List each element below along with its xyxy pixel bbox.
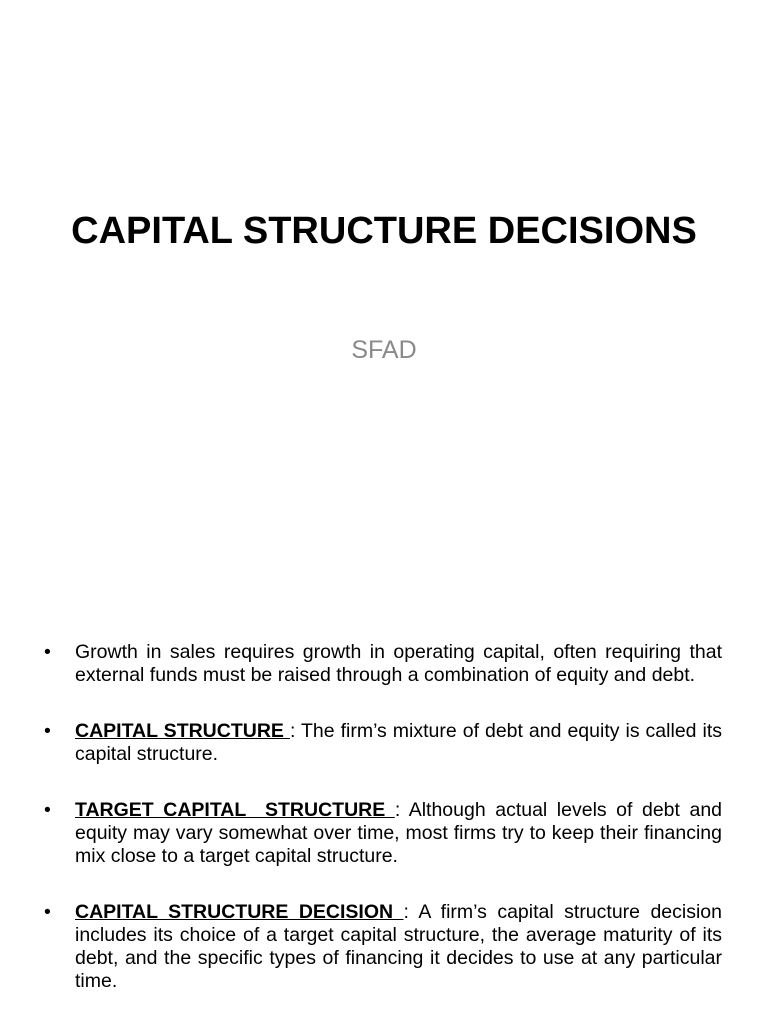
bullet-text: Growth in sales requires growth in operating capital, often requiring that external funds must be raised through a combination of equity and debt. xyxy=(75,641,722,686)
bullet-separator: : xyxy=(394,799,409,821)
bullet-text: A firm’s capital structure decision includes its choice of a target capital structure, the average maturity of its debt, and the specific types of financing it decides to use at any particular time. xyxy=(75,901,722,992)
bullet-separator: : xyxy=(403,901,419,923)
bullet-icon: • xyxy=(44,720,51,742)
bullet-text: Although actual levels of debt and equity may vary somewhat over time, most firms try to keep their financing mix close to a target capital structure. xyxy=(75,799,723,867)
bullet-item-growth xyxy=(44,641,722,687)
bullet-item-capital-structure xyxy=(44,720,722,766)
bullet-icon: • xyxy=(44,641,51,663)
bullet-list xyxy=(44,641,722,993)
bullet-term: TARGET CAPITAL STRUCTURE xyxy=(75,799,395,821)
slide-title: CAPITAL STRUCTURE DECISIONS xyxy=(71,210,697,252)
bullet-text: The firm’s mixture of debt and equity is called its capital structure. xyxy=(75,720,723,765)
bullet-icon: • xyxy=(44,799,51,821)
bullet-icon: • xyxy=(44,901,51,923)
bullet-term: CAPITAL STRUCTURE xyxy=(75,720,290,742)
bullet-term: CAPITAL STRUCTURE DECISION xyxy=(75,901,404,923)
slide-subtitle: SFAD xyxy=(351,336,417,364)
bullet-item-target-capital-structure xyxy=(44,799,722,868)
bullet-separator: : xyxy=(289,720,301,742)
bullet-item-capital-structure-decision xyxy=(44,901,722,993)
